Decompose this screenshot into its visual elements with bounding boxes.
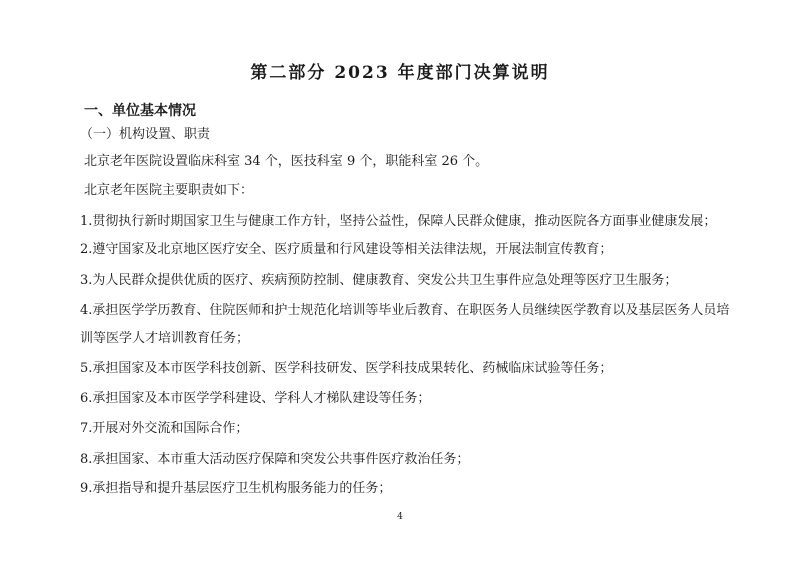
list-item: 1.贯彻执行新时期国家卫生与健康工作方针，坚持公益性，保障人民群众健康，推动医院各方面事业健康发展； [80, 214, 717, 229]
page-title: 第二部分 2023 年度部门决算说明 [250, 63, 550, 83]
section-heading: 一、单位基本情况 [84, 103, 196, 119]
paragraph-duties-intro: 北京老年医院主要职责如下： [84, 183, 254, 198]
list-item: 3.为人民群众提供优质的医疗、疾病预防控制、健康教育、突发公共卫生事件应急处理等医疗卫生服务； [80, 273, 678, 288]
list-item: 2.遵守国家及北京地区医疗安全、医疗质量和行风建设等相关法律法规，开展法制宣传教育； [80, 242, 613, 257]
subsection-heading: （一）机构设置、职责 [80, 127, 211, 142]
page-number: 4 [397, 512, 403, 522]
list-item: 4.承担医学学历教育、住院医师和护士规范化培训等毕业后教育、在职医务人员继续医学教育以及基层医务人员培 [80, 303, 730, 318]
paragraph-departments: 北京老年医院设置临床科室 34 个，医技科室 9 个，职能科室 26 个。 [84, 154, 489, 169]
list-item: 7.开展对外交流和国际合作； [80, 421, 249, 436]
list-item-continuation: 训等医学人才培训教育任务； [80, 331, 250, 346]
list-item: 5.承担国家及本市医学科技创新、医学科技研发、医学科技成果转化、药械临床试验等任务； [80, 361, 613, 376]
list-item: 8.承担国家、本市重大活动医疗保障和突发公共事件医疗救治任务； [80, 452, 470, 467]
list-item: 9.承担指导和提升基层医疗卫生机构服务能力的任务； [80, 481, 392, 496]
list-item: 6.承担国家及本市医学学科建设、学科人才梯队建设等任务； [80, 391, 431, 406]
